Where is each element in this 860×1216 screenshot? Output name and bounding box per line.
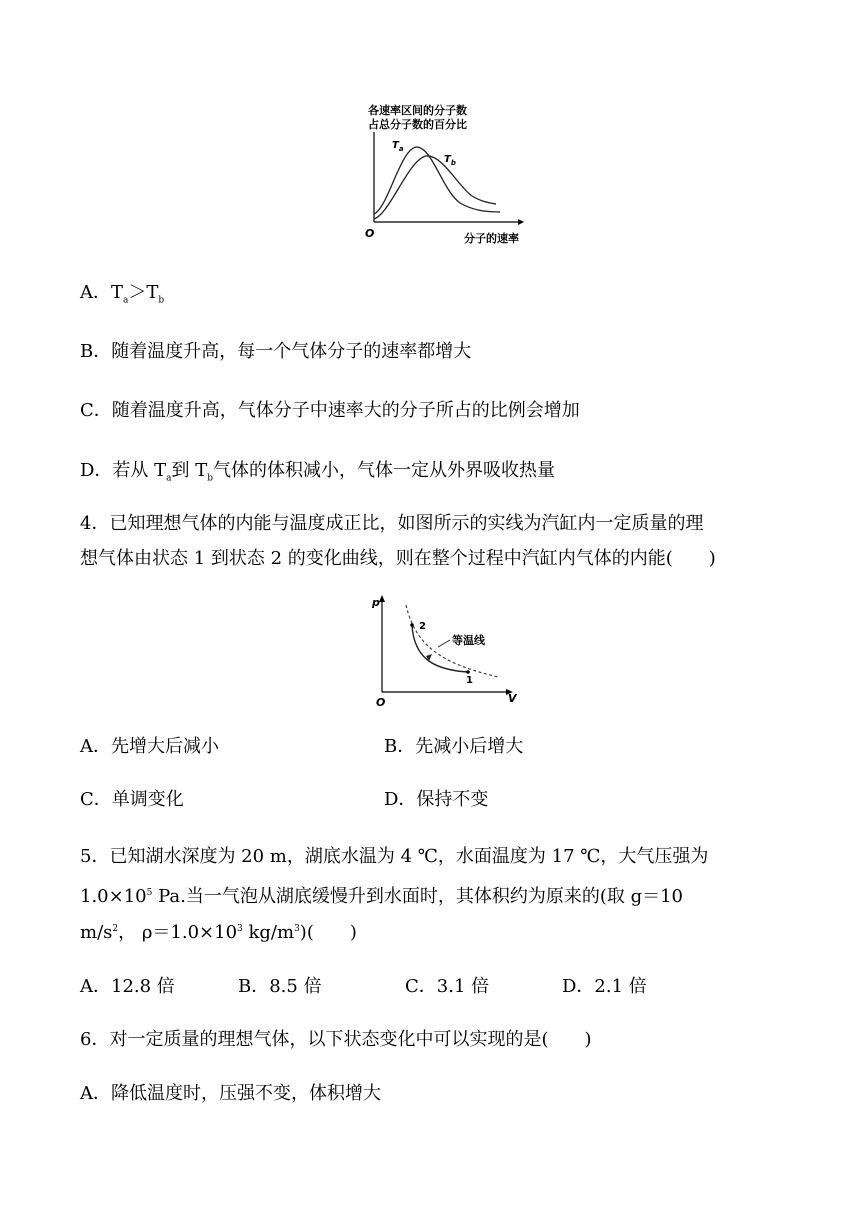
pv-diagram-figure (368, 590, 528, 710)
q5-option-b: B．8.5 倍 (238, 976, 322, 997)
state-label-1: 1 (466, 675, 473, 686)
q3-option-d: D．若从 $T_a$到 $T_b$气体的体积减小，气体一定从外界吸收热量 (80, 460, 556, 484)
q5-option-d: D．2.1 倍 (562, 976, 647, 997)
curve-tb-label: $T_b$ (444, 154, 456, 167)
isotherm-label: 等温线 (452, 634, 485, 647)
q5-stem-line1: 5．已知湖水深度为 20 m，湖底水温为 4 ℃，水面温度为 17 ℃，大气压强为 (80, 846, 709, 867)
q4-stem-line1: 4．已知理想气体的内能与温度成正比，如图所示的实线为汽缸内一定质量的理 (80, 513, 704, 534)
q4-option-b: B．先减小后增大 (384, 736, 524, 757)
isotherm-pointer (438, 640, 450, 647)
state-label-2: 2 (419, 621, 426, 632)
q4-option-a: A．先增大后减小 (80, 736, 219, 757)
fig1-origin: O (365, 227, 375, 240)
q5-option-a: A．12.8 倍 (80, 976, 175, 997)
q4-option-d: D．保持不变 (384, 789, 489, 810)
q3-option-a: A．$T_a>T_b$ (80, 282, 165, 306)
fig1-xlabel: 分子的速率 (464, 232, 519, 245)
q3-option-c: C．随着温度升高，气体分子中速率大的分子所占的比例会增加 (80, 400, 580, 421)
q4-option-c: C．单调变化 (80, 789, 184, 810)
q5-option-c: C．3.1 倍 (405, 976, 490, 997)
fig2-ylabel: p (372, 596, 380, 609)
curve-ta-label: $T_a$ (392, 140, 404, 153)
q3-option-b: B．随着温度升高，每一个气体分子的速率都增大 (80, 341, 472, 362)
fig2-origin: O (376, 696, 386, 709)
q5-stem-line3: $m/s^2$， $\rho=1.0\times 10^3$ $kg/m^3$)( ) (80, 922, 357, 943)
speed-distribution-figure (360, 100, 530, 250)
q5-stem-line2: $1.0\times 10^5$ Pa.当一气泡从湖底缓慢升到水面时，其体积约为原来的(取 g＝10 (80, 886, 684, 907)
fig1-x-arrow (518, 219, 524, 225)
fig1-ylabel-line2: 占总分子数的百分比 (368, 118, 467, 131)
fig2-y-arrow (379, 595, 385, 602)
q6-option-a: A．降低温度时，压强不变，体积增大 (80, 1083, 381, 1104)
curve-ta (374, 147, 500, 214)
q6-stem: 6．对一定质量的理想气体，以下状态变化中可以实现的是( ) (80, 1029, 592, 1050)
state-point-1 (466, 670, 470, 674)
state-point-2 (410, 623, 414, 627)
fig2-xlabel: V (508, 692, 517, 705)
q4-stem-line2: 想气体由状态 1 到状态 2 的变化曲线，则在整个过程中汽缸内气体的内能( ) (80, 548, 716, 569)
fig1-ylabel-line1: 各速率区间的分子数 (368, 104, 467, 117)
